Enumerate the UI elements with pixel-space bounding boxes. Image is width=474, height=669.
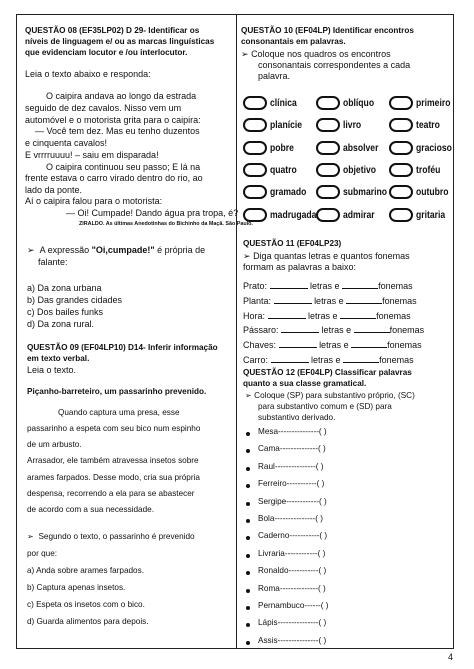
q8-option-d: d) Da zona rural. bbox=[27, 319, 95, 329]
word-label: outubro bbox=[416, 186, 449, 199]
q8-prompt-part: A expressão bbox=[39, 245, 92, 255]
answer-box[interactable] bbox=[389, 185, 413, 199]
q11-word: Hora: bbox=[243, 310, 266, 321]
bullet-dot-icon bbox=[246, 554, 250, 558]
q11-row bbox=[243, 341, 422, 350]
bullet-dot-icon bbox=[246, 641, 250, 645]
q11-row bbox=[243, 326, 424, 335]
word-label: submarino bbox=[343, 186, 388, 199]
q8-text-line: frente estava o carro virado dentro do rio, ao bbox=[25, 173, 203, 183]
q8-text-line: seguido de dez cavalos. Nisso vem um bbox=[25, 103, 182, 113]
answer-box[interactable] bbox=[243, 118, 267, 132]
word-label: primeiro bbox=[416, 97, 451, 109]
blank-line[interactable] bbox=[343, 362, 379, 363]
blank-line[interactable] bbox=[274, 303, 312, 304]
q10-prompt bbox=[241, 50, 391, 59]
q11-word: Prato: bbox=[243, 281, 268, 291]
q11-row bbox=[243, 297, 417, 306]
blank-line[interactable] bbox=[342, 288, 378, 289]
arrow-bullet-icon: ➢ bbox=[27, 245, 35, 255]
word-label: teatro bbox=[416, 119, 440, 132]
q9-prompt-part: Segundo o texto, o passarinho é prevenido bbox=[38, 532, 195, 541]
answer-box[interactable] bbox=[316, 185, 340, 199]
arrow-bullet-icon: ➢ bbox=[27, 532, 34, 541]
q11-end: fonemas bbox=[379, 355, 414, 365]
word-label: gramado bbox=[270, 186, 307, 199]
answer-box[interactable] bbox=[243, 141, 267, 155]
q9-option-c: c) Espeta os insetos com o bico. bbox=[27, 600, 145, 609]
word-label: oblíquo bbox=[343, 97, 375, 109]
word-label: pobre bbox=[270, 141, 294, 154]
q9-heading-line-1: QUESTÃO 09 (EF04LP10) D14- Inferir informação bbox=[27, 343, 218, 352]
word-label: troféu bbox=[416, 163, 441, 176]
q8-heading-line-3: que evidenciam locutor e /ou interlocutor. bbox=[25, 48, 188, 57]
answer-box[interactable] bbox=[389, 118, 413, 132]
q9-option-d: d) Guarda alimentos para depois. bbox=[27, 617, 149, 626]
q8-text-line: O caipira continuou seu passo; E lá na bbox=[46, 162, 201, 172]
q8-option-a: a) Da zona urbana bbox=[27, 283, 102, 293]
q8-option-c: c) Dos bailes funks bbox=[27, 307, 104, 317]
q12-item: Bola---------------( ) bbox=[258, 514, 324, 523]
q9-instruction: Leia o texto. bbox=[27, 365, 77, 375]
blank-line[interactable] bbox=[351, 347, 387, 348]
answer-box[interactable] bbox=[316, 208, 340, 222]
answer-box[interactable] bbox=[316, 118, 340, 132]
answer-box[interactable] bbox=[389, 208, 413, 222]
q11-end: fonemas bbox=[376, 310, 411, 321]
word-label: clínica bbox=[270, 97, 297, 109]
q9-heading-line-2: em texto verbal. bbox=[27, 354, 90, 363]
q8-heading-line-2: níveis de linguagem e/ ou as marcas linguísticas bbox=[25, 37, 215, 46]
q11-end: fonemas bbox=[382, 295, 417, 306]
q8-text-line: Aí o caipira falou para o motorista: bbox=[25, 196, 163, 206]
q11-end: fonemas bbox=[378, 281, 413, 291]
q11-end: fonemas bbox=[387, 340, 422, 351]
q9-option-b: b) Captura apenas insetos. bbox=[27, 583, 126, 592]
word-label: gritaria bbox=[416, 208, 446, 221]
column-divider bbox=[236, 14, 237, 649]
answer-box[interactable] bbox=[389, 96, 413, 110]
q8-text-line: — Oi! Cumpade! Dando água pra tropa, é? bbox=[66, 208, 239, 218]
q11-word: Planta: bbox=[243, 295, 272, 306]
q9-prompt bbox=[27, 533, 195, 542]
q12-heading-line-1: QUESTÃO 12 (EF04LP) Classificar palavras bbox=[243, 368, 412, 377]
q9-text-line: Arrasador, ele também atravessa insetos sobre bbox=[27, 456, 199, 465]
bullet-dot-icon bbox=[246, 519, 250, 523]
q8-text-line: — Você tem dez. Mas eu tenho duzentos bbox=[35, 126, 200, 136]
word-label: planície bbox=[270, 119, 303, 132]
q8-heading-line-1: QUESTÃO 08 (EF35LP02) D 29- Identificar os bbox=[25, 26, 200, 35]
q8-prompt-quote: "Oi,cumpade!" bbox=[91, 245, 155, 255]
q8-prompt bbox=[27, 246, 205, 255]
q12-prompt-line-2: para substantivo comum e (SD) para bbox=[258, 402, 392, 411]
q12-item: Raul---------------( ) bbox=[258, 461, 324, 471]
q8-text-line: lado da ponte. bbox=[25, 185, 83, 195]
q11-row bbox=[243, 282, 413, 291]
blank-line[interactable] bbox=[279, 347, 317, 348]
blank-line[interactable] bbox=[354, 332, 390, 333]
q12-item: Livraria------------( ) bbox=[258, 548, 326, 558]
q8-prompt-part: é própria de bbox=[154, 245, 206, 255]
arrow-bullet-icon: ➢ bbox=[245, 391, 252, 400]
q12-prompt-line-3: substantivo derivado. bbox=[258, 413, 336, 422]
q11-mid: letras e bbox=[310, 281, 340, 291]
blank-line[interactable] bbox=[270, 288, 308, 289]
blank-line[interactable] bbox=[340, 318, 376, 319]
blank-line[interactable] bbox=[268, 318, 306, 319]
word-label: absolver bbox=[343, 141, 379, 154]
bullet-dot-icon bbox=[246, 502, 250, 506]
q9-prompt-line-2: por que: bbox=[27, 549, 58, 558]
word-label: livro bbox=[343, 119, 362, 132]
q11-end: fonemas bbox=[389, 325, 425, 336]
word-label: madrugada bbox=[270, 208, 317, 221]
q10-prompt-part: Coloque nos quadros os encontros bbox=[251, 49, 391, 59]
blank-line[interactable] bbox=[281, 332, 319, 333]
q11-row bbox=[243, 356, 414, 365]
q11-mid: letras e bbox=[319, 340, 349, 351]
page-number: 4 bbox=[448, 652, 454, 662]
q11-prompt-part: Diga quantas letras e quantos fonemas bbox=[253, 251, 410, 261]
q12-item: Assis---------------( ) bbox=[258, 635, 327, 645]
answer-box[interactable] bbox=[243, 163, 267, 177]
q12-item: Cama--------------( ) bbox=[258, 444, 326, 454]
q9-text-line: arames farpados. Desse modo, cria sua própria bbox=[27, 473, 200, 482]
q11-row bbox=[243, 312, 411, 321]
q12-item: Ronaldo-----------( ) bbox=[258, 566, 327, 576]
answer-box[interactable] bbox=[243, 96, 267, 110]
blank-line[interactable] bbox=[271, 362, 309, 363]
q12-item: Pernambuco------( ) bbox=[258, 601, 329, 610]
q8-text-line: e cinquenta cavalos! bbox=[25, 138, 108, 148]
q8-text-line: O caipira andava ao longo da estrada bbox=[46, 91, 197, 101]
bullet-dot-icon bbox=[246, 606, 250, 610]
answer-box[interactable] bbox=[389, 163, 413, 177]
answer-box[interactable] bbox=[316, 163, 340, 177]
answer-box[interactable] bbox=[316, 141, 340, 155]
q9-text-title: Piçanho-barreteiro, um passarinho prevenido. bbox=[27, 387, 207, 396]
bullet-dot-icon bbox=[246, 589, 250, 593]
q11-mid: letras e bbox=[314, 295, 344, 306]
word-label: quatro bbox=[270, 163, 297, 176]
q12-prompt-part: Coloque (SP) para substantivo próprio, (SC) bbox=[254, 391, 415, 400]
q11-word: Chaves: bbox=[243, 340, 277, 351]
q8-text-line: E vrrrruuuu! – saiu em disparada! bbox=[25, 150, 159, 160]
answer-box[interactable] bbox=[243, 185, 267, 199]
q8-text-line: automóvel e o motorista grita para o caipira: bbox=[25, 115, 201, 125]
q9-text-line: de acordo com a sua necessidade. bbox=[27, 505, 154, 514]
q11-word: Pássaro: bbox=[243, 325, 279, 336]
blank-line[interactable] bbox=[346, 303, 382, 304]
q11-prompt bbox=[243, 252, 410, 261]
answer-box[interactable] bbox=[243, 208, 267, 222]
q10-heading-line-1: QUESTÃO 10 (EF04LP) Identificar encontros bbox=[241, 26, 414, 35]
q11-mid: letras e bbox=[311, 355, 341, 365]
q11-prompt-line-2: formam as palavras a baixo: bbox=[243, 262, 357, 272]
q11-mid: letras e bbox=[321, 325, 352, 336]
q10-prompt-line-3: palavra. bbox=[258, 71, 291, 81]
q8-option-b: b) Das grandes cidades bbox=[27, 295, 123, 305]
q12-item: Caderno-----------( ) bbox=[258, 531, 328, 541]
answer-box[interactable] bbox=[316, 96, 340, 110]
q12-prompt bbox=[245, 392, 415, 401]
q11-mid: letras e bbox=[308, 310, 338, 321]
q11-word: Carro: bbox=[243, 355, 269, 365]
q12-item: Roma--------------( ) bbox=[258, 583, 326, 593]
q9-text-line: de um arbusto. bbox=[27, 440, 82, 449]
q10-prompt-line-2: consonantais correspondentes a cada bbox=[258, 60, 411, 70]
answer-box[interactable] bbox=[389, 141, 413, 155]
q9-text-line: Quando captura uma presa, esse bbox=[58, 408, 180, 417]
q12-item: Mesa---------------( ) bbox=[258, 427, 327, 436]
q9-option-a: a) Anda sobre arames farpados. bbox=[27, 566, 144, 575]
q10-heading-line-2: consonantais em palavras. bbox=[241, 37, 346, 46]
bullet-dot-icon bbox=[246, 432, 250, 436]
word-label: admirar bbox=[343, 208, 375, 221]
arrow-bullet-icon: ➢ bbox=[243, 251, 251, 261]
q11-heading: QUESTÃO 11 (EF04LP23) bbox=[243, 239, 342, 248]
q9-text-line: despensa, recorrendo a ela para se abastecer bbox=[27, 489, 195, 498]
q8-source: ZIRALDO. As últimas Anedotinhas do Bichinho da Maçã. São Paulo. bbox=[79, 221, 253, 227]
q8-instruction: Leia o texto abaixo e responda: bbox=[25, 69, 151, 79]
q12-item: Lápis---------------( ) bbox=[258, 618, 327, 628]
q12-item: Sergipe------------( ) bbox=[258, 496, 327, 506]
word-label: objetivo bbox=[343, 163, 377, 176]
q12-item: Ferreiro-----------( ) bbox=[258, 479, 325, 489]
arrow-bullet-icon: ➢ bbox=[241, 49, 249, 59]
q12-heading-line-2: quanto a sua classe gramatical. bbox=[243, 379, 367, 388]
q9-text-line: passarinho a espeta com seu bico num espinho bbox=[27, 424, 201, 433]
q8-prompt-line-2: falante: bbox=[38, 257, 68, 267]
bullet-dot-icon bbox=[246, 467, 250, 471]
word-label: gracioso bbox=[416, 141, 452, 154]
